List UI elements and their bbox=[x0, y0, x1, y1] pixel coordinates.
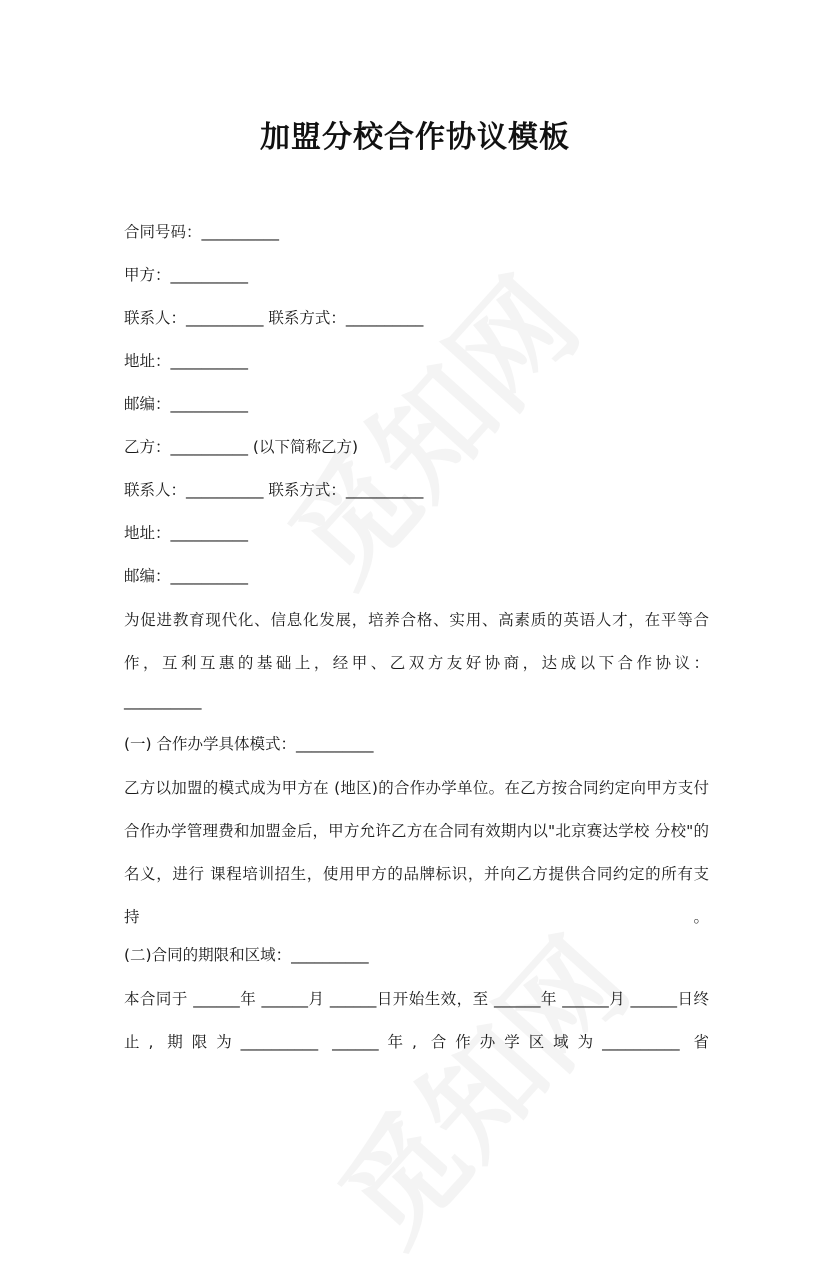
contract-number-line: 合同号码：__________ bbox=[124, 223, 280, 241]
party-b-postcode-line: 邮编：__________ bbox=[124, 567, 249, 585]
section-1-body: 乙方以加盟的模式成为甲方在 (地区)的合作办学单位。在乙方按合同约定向甲方支付合作办学管理费和加盟金后，甲方允许乙方在合同有效期内以"北京赛达学校 分校"的名义，进行 课程培训招生，使用甲方的品牌标识，并向乙方提供合同约定的所有支持。 bbox=[124, 779, 709, 926]
section-1-heading: (一) 合作办学具体模式：__________ bbox=[124, 735, 374, 753]
party-a-contact-line: 联系人：__________ 联系方式：__________ bbox=[124, 309, 424, 327]
intro-blank-line: __________ bbox=[124, 692, 202, 710]
party-a-address-line: 地址：__________ bbox=[124, 352, 249, 370]
party-b-contact-line: 联系人：__________ 联系方式：__________ bbox=[124, 481, 424, 499]
document-title: 加盟分校合作协议模板 bbox=[260, 120, 570, 155]
section-2-body: 本合同于 ______年 ______月 ______日开始生效，至 ______年 ______月 ______日终止, 期限为__________ ______年, 合作办学区域为__________ 省 bbox=[124, 990, 709, 1051]
document-body bbox=[124, 218, 709, 1078]
party-b-line: 乙方：__________ (以下简称乙方) bbox=[124, 438, 359, 456]
party-a-line: 甲方：__________ bbox=[124, 266, 249, 284]
party-a-postcode-line: 邮编：__________ bbox=[124, 395, 249, 413]
intro-paragraph: 为促进教育现代化、信息化发展，培养合格、实用、高素质的英语人才，在平等合作，互利互惠的基础上，经甲、乙双方友好协商，达成以下合作协议： bbox=[124, 611, 709, 672]
section-2-heading: (二)合同的期限和区域：__________ bbox=[124, 946, 369, 964]
party-b-address-line: 地址：__________ bbox=[124, 524, 249, 542]
